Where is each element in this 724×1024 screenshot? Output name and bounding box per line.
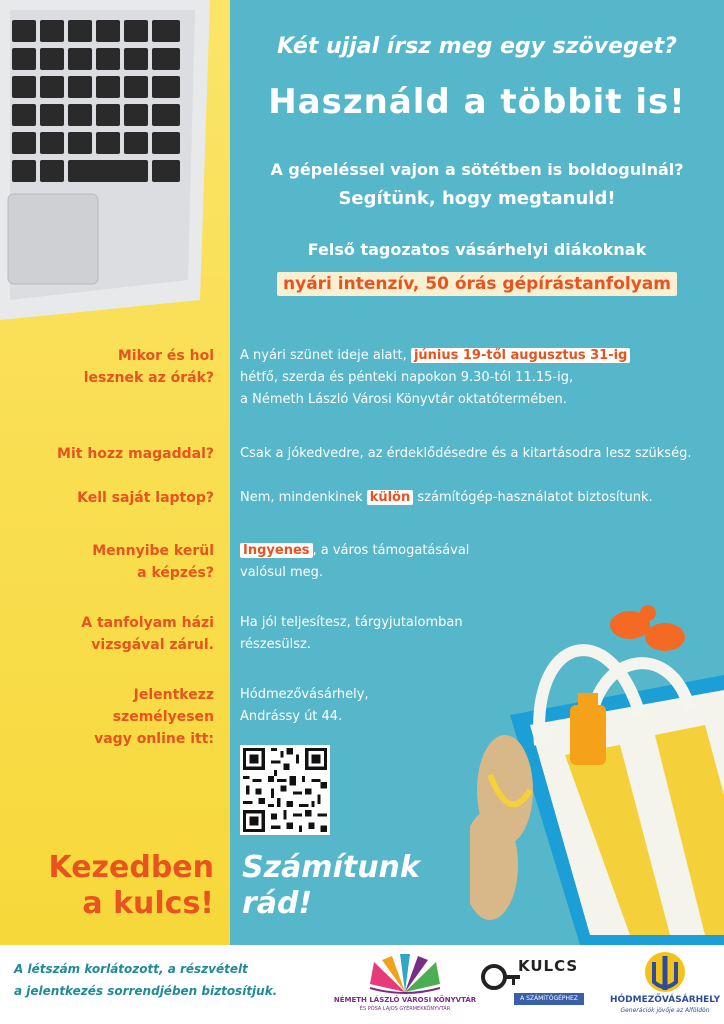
intro-target: Felső tagozatos vásárhelyi diákoknak xyxy=(307,240,647,259)
headline-question: Két ujjal írsz meg egy szöveget? xyxy=(277,34,677,59)
kulcs-title: KULCS xyxy=(518,957,579,975)
kulcs-logo[interactable] xyxy=(480,955,590,1015)
faq-answer-6: Hódmezővásárhely, Andrássy út 44. xyxy=(240,687,369,724)
faq-answer-2: Csak a jókedvedre, az érdeklődésedre és a kitartásodra lesz szükség. xyxy=(240,446,692,461)
city-name: HÓDMEZŐVÁSÁRHELY xyxy=(610,995,721,1005)
library-logo[interactable] xyxy=(330,952,480,1020)
date-highlight: június 19-től augusztus 31-ig xyxy=(411,348,630,363)
city-slogan: Generációk jövője az Alföldön xyxy=(620,1007,710,1014)
qr-code[interactable] xyxy=(240,745,330,835)
headline-main: Használd a többit is! xyxy=(268,82,686,122)
faq-question-5: A tanfolyam házi vizsgával zárul. xyxy=(81,615,214,653)
laptop-illustration xyxy=(0,0,220,320)
library-subname: ÉS PÓSA LAJOS GYERMEKKÖNYVTÁR xyxy=(359,1006,451,1012)
faq-question-2: Mit hozz magaddal? xyxy=(57,446,214,462)
faq-question-3: Kell saját laptop? xyxy=(77,490,214,506)
kulcs-subtitle: A SZÁMÍTÓGÉPHEZ xyxy=(514,993,584,1005)
faq-answer-5: Ha jól teljesítesz, tárgyjutalomban részesülsz. xyxy=(240,615,463,652)
course-highlight: nyári intenzív, 50 órás gépírástanfolyam xyxy=(277,272,677,296)
city-logo[interactable] xyxy=(610,950,720,1022)
beach-bag-illustration xyxy=(470,595,724,945)
free-highlight: Ingyenes xyxy=(240,543,313,558)
faq-answer-4: Ingyenes , a város támogatásával valósul meg. xyxy=(240,543,470,580)
faq-question-4: Mennyibe kerül a képzés? xyxy=(92,543,214,581)
separate-highlight: külön xyxy=(367,490,414,505)
faq-answer-3: Nem, mindenkinek külön számítógép-használatot biztosítunk. xyxy=(240,490,653,505)
intro-course-wrap xyxy=(230,272,724,296)
footer-note: A létszám korlátozott, a részvételt a jelentkezés sorrendjében biztosítjuk. xyxy=(14,962,278,998)
library-book-icon xyxy=(330,952,480,996)
city-crest-icon xyxy=(610,950,720,994)
intro-help: Segítünk, hogy megtanuld! xyxy=(338,188,616,209)
faq-question-1: Mikor és hol lesznek az órák? xyxy=(83,348,214,386)
slogan-right: Számítunk rád! xyxy=(242,850,420,921)
slogan-left: Kezedben a kulcs! xyxy=(48,850,214,921)
library-name: NÉMETH LÁSZLÓ VÁROSI KÖNYVTÁR xyxy=(333,996,477,1004)
intro-question: A gépeléssel vajon a sötétben is boldogulnál? xyxy=(270,160,684,179)
faq-question-6: Jelentkezz személyesen vagy online itt: xyxy=(94,687,214,747)
faq-answer-1: A nyári szünet ideje alatt, június 19-től augusztus 31-ig hétfő, szerda és pénteki napokon 9.30-tól 11.15-ig, a Németh László Városi Könyvtár oktatótermében. xyxy=(240,345,630,411)
